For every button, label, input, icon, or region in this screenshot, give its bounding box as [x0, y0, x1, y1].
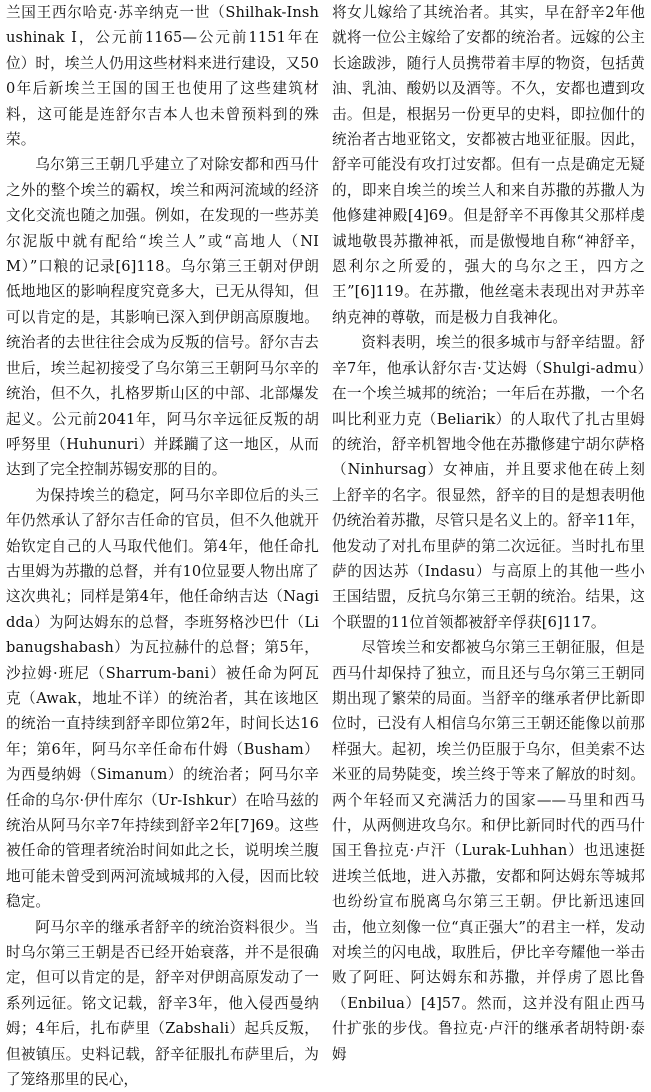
paragraph: 资料表明，埃兰的很多城市与舒辛结盟。舒辛7年，他承认舒尔吉·艾达姆（Shulgi-admu）在一个埃兰城邦的统治；一年后在苏撒，一个名叫比利亚力克（Beliarik）的人取代了扎古里姆的统治，舒辛机智地令他在苏撒修建宁胡尔萨格（Ninhursag）女神庙，并且要求他在砖上刻上舒辛的名字。很显然，舒辛的目的是想表明他仍统治着苏撒，尽管只是名义上的。舒辛11年，他发动了对扎布里萨的第二次远征。当时扎布里萨的因达苏（Indasu）与高原上的其他一些小王国结盟，反抗乌尔第三王朝的统治。结果，这个联盟的11位首领都被舒辛俘获[6]117。 — [332, 334, 645, 631]
paragraph: 将女儿嫁给了其统治者。其实，早在舒辛2年他就将一位公主嫁给了安都的统治者。远嫁的公主长途跋涉，随行人员携带着丰厚的物资，包括黄油、乳油、酸奶以及酒等。不久，安都也遭到攻击。但是，根据另一份更早的史料，即拉伽什的统治者古地亚铭文，安都被古地亚征服。因此，舒辛可能没有攻打过安都。但有一点是确定无疑的，即来自埃兰的埃兰人和来自苏撒的苏撒人为他修建神殿[4]69。但是舒辛不再像其父那样虔诚地敬畏苏撒神祇，而是傲慢地自称“神舒辛，恩利尔之所爱的，强大的乌尔之王，四方之王”[6]119。在苏撒，他丝毫未表现出对尹苏辛纳克神的尊敬，而是极力自我神化。 — [332, 4, 645, 326]
left-column — [6, 0, 319, 1089]
right-column — [332, 0, 645, 1063]
paragraph: 乌尔第三王朝几乎建立了对除安都和西马什之外的整个埃兰的霸权，埃兰和两河流域的经济文化交流也随之加强。例如，在发现的一些苏美尔泥版中就有配给“埃兰人”或“高地人（NIM）”口粮的记录[6]118。乌尔第三王朝对伊朗低地地区的影响程度究竟多大，已无从得知，但可以肯定的是，其影响已深入到伊朗高原腹地。统治者的去世往往会成为反叛的信号。舒尔吉去世后，埃兰起初接受了乌尔第三王朝阿马尔辛的统治，但不久，扎格罗斯山区的中部、北部爆发起义。公元前2041年，阿马尔辛远征反叛的胡呼努里（Huhunuri）并蹂躏了这一地区，从而达到了完全控制苏锡安那的目的。 — [6, 156, 319, 479]
paragraph: 阿马尔辛的继承者舒辛的统治资料很少。当时乌尔第三王朝是否已经开始衰落，并不是很确定，但可以肯定的是，舒辛对伊朗高原发动了一系列远征。铭文记载，舒辛3年，他入侵西曼纳姆；4年后，扎布萨里（Zabshali）起兵反叛，但被镇压。史料记载，舒辛征服扎布萨里后，为了笼络那里的民心， — [6, 918, 319, 1089]
paragraph: 尽管埃兰和安都被乌尔第三王朝征服，但是西马什却保持了独立，而且还与乌尔第三王朝同期出现了繁荣的局面。当舒辛的继承者伊比新即位时，已没有人相信乌尔第三王朝还能像以前那样强大。起初，埃兰仍臣服于乌尔，但美索不达米亚的局势陡变，埃兰终于等来了解放的时刻。两个年轻而又充满活力的国家——马里和西马什，从两侧进攻乌尔。和伊比新同时代的西马什国王鲁拉克·卢汗（Lurak-Luhhan）也迅速挺进埃兰低地，进入苏撒，安都和阿达姆东等城邦也纷纷宣布脱离乌尔第三王朝。伊比新迅速回击，他立刻像一位“真正强大”的君主一样，发动对埃兰的闪电战，取胜后，伊比辛夸耀他一举击败了阿旺、阿达姆东和苏撒，并俘虏了恩比鲁（Enbilua）[4]57。然而，这并没有阻止西马什扩张的步伐。鲁拉克·卢汗的继承者胡特朗·泰姆 — [332, 639, 645, 1063]
paragraph: 兰国王西尔哈克·苏辛纳克一世（Shilhak-Inshushinak I，公元前1165—公元前1151年在位）时，埃兰人仍用这些材料来进行建设，又500年后新埃兰王国的国王也使用了这些建筑材料，这可能是连舒尔吉本人也未曾预料到的殊荣。 — [6, 4, 319, 149]
paragraph: 为保持埃兰的稳定，阿马尔辛即位后的头三年仍然承认了舒尔吉任命的官员，但不久他就开始钦定自己的人马取代他们。第4年，他任命扎古里姆为苏撒的总督，并有10位显要人物出席了这次典礼；同样是第4年，他任命纳吉达（Nagidda）为阿达姆东的总督，李班努格沙巴什（Libanugshabash）为瓦拉赫什的总督；第5年，沙拉姆·班尼（Sharrum-bani）被任命为阿瓦克（Awak，地址不详）的统治者，其在该地区的统治一直持续到舒辛即位第2年，时间长达16年；第6年，阿马尔辛任命布什姆（Busham）为西曼纳姆（Simanum）的统治者；阿马尔辛任命的乌尔·伊什库尔（Ur-Ishkur）在哈马兹的统治从阿马尔辛7年持续到舒辛2年[7]69。这些被任命的管理者统治时间如此之长，说明埃兰腹地可能未曾受到两河流域城邦的入侵，因而比较稳定。 — [6, 486, 319, 911]
